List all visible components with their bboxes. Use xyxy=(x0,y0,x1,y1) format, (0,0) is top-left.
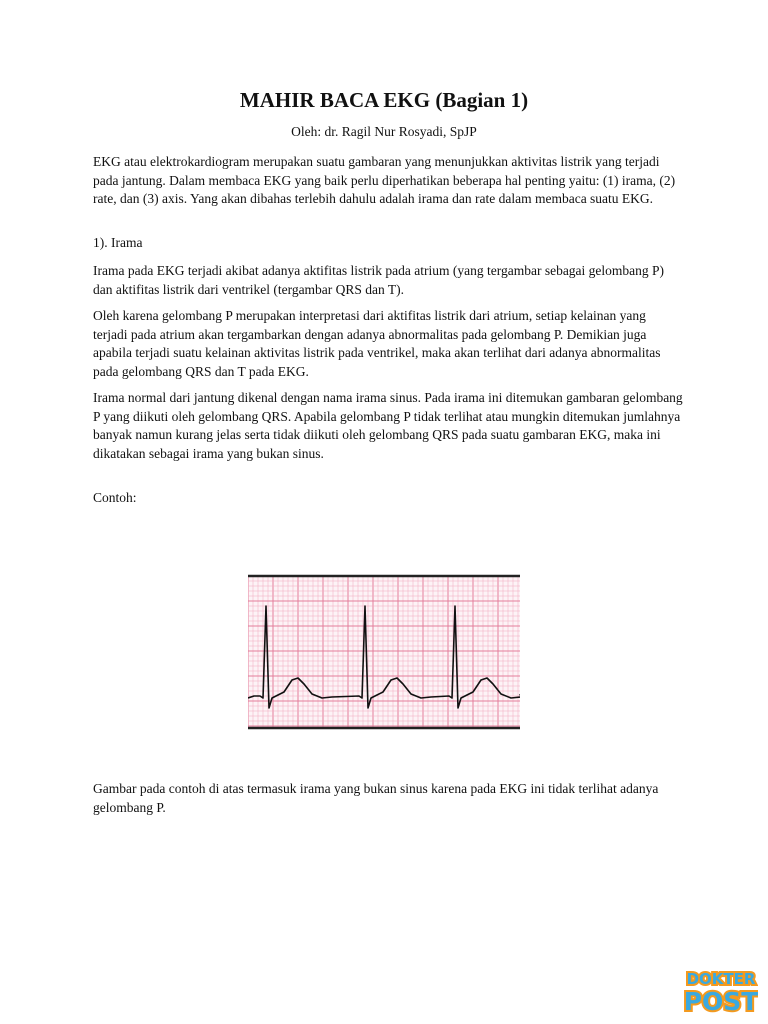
svg-text:DOKTER: DOKTER xyxy=(686,970,756,988)
paragraph-irama-definition: Irama pada EKG terjadi akibat adanya aktifitas listrik pada atrium (yang tergambar sebagai gelombang P) dan aktifitas listrik dari ventrikel (tergambar QRS dan T). xyxy=(93,263,665,297)
document-title: MAHIR BACA EKG (Bagian 1) xyxy=(239,88,529,112)
paragraph-p-wave: Oleh karena gelombang P merupakan interpretasi dari aktifitas listrik dari atrium, setiap kelainan yang terjadi pada atrium akan tergambarkan dengan adanya abnormalitas pada gelombang P. Demikian juga apabila terjadi suatu kelainan aktivitas listrik pada ventrikel, maka akan terlihat dari adanya abnormalitas pada gelombang QRS dan T pada EKG. xyxy=(93,308,661,379)
section-heading-irama: 1). Irama xyxy=(93,235,143,250)
paragraph-conclusion: Gambar pada contoh di atas termasuk irama yang bukan sinus karena pada EKG ini tidak terlihat adanya gelombang P. xyxy=(93,781,659,815)
dokterpost-logo xyxy=(684,962,758,1018)
ecg-strip xyxy=(248,512,520,768)
label-contoh: Contoh: xyxy=(93,490,137,505)
paragraph-intro: EKG atau elektrokardiogram merupakan suatu gambaran yang menunjukkan aktivitas listrik yang terjadi pada jantung. Dalam membaca EKG yang baik perlu diperhatikan beberapa hal penting yaitu: (1) irama, (2) rate, dan (3) axis. Yang akan dibahas terlebih dahulu adalah irama dan rate dalam membaca suatu EKG. xyxy=(93,154,676,206)
ecg-figure xyxy=(248,512,520,768)
svg-text:POST: POST xyxy=(684,987,758,1016)
author-line: Oleh: dr. Ragil Nur Rosyadi, SpJP xyxy=(291,124,477,139)
paragraph-sinus-rhythm: Irama normal dari jantung dikenal dengan nama irama sinus. Pada irama ini ditemukan gambaran gelombang P yang diikuti oleh gelombang QRS. Apabila gelombang P tidak terlihat atau mungkin ditemukan jumlahnya banyak namun kurang jelas serta tidak diikuti oleh gelombang QRS pada suatu gambaran EKG, maka ini dikatakan sebagai irama yang bukan sinus. xyxy=(93,390,683,461)
ecg-paper xyxy=(248,576,520,728)
